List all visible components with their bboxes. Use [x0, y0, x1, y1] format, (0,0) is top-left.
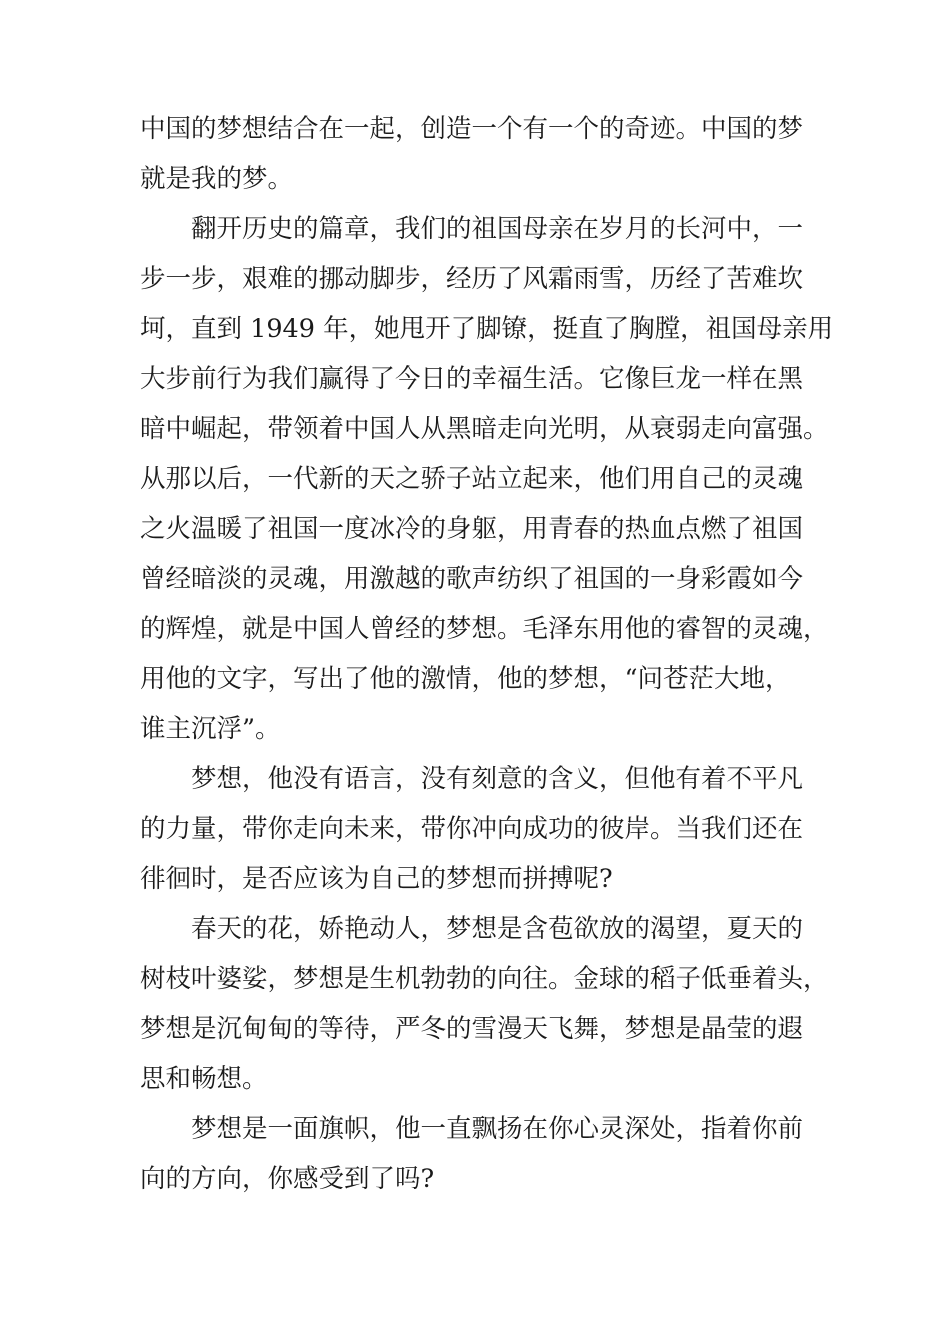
text-line: 春天的花，娇艳动人，梦想是含苞欲放的渴望，夏天的: [140, 914, 804, 944]
text-line: 中国的梦想结合在一起，创造一个有一个的奇迹。中国的梦: [140, 114, 804, 144]
text-line: 梦想是沉甸甸的等待，严冬的雪漫天飞舞，梦想是晶莹的遐: [140, 1014, 804, 1044]
paragraph-2: [140, 204, 840, 754]
text-line: 梦想是一面旗帜，他一直飘扬在你心灵深处，指着你前: [140, 1114, 804, 1144]
text-line: 谁主沉浮”。: [140, 714, 281, 744]
text-line: 思和畅想。: [140, 1064, 268, 1094]
text-line: 向的方向，你感受到了吗?: [140, 1164, 435, 1194]
text-line: 就是我的梦。: [140, 164, 294, 194]
text-line: 徘徊时，是否应该为自己的梦想而拼搏呢?: [140, 864, 613, 894]
text-line: 暗中崛起，带领着中国人从黑暗走向光明，从衰弱走向富强。: [140, 414, 829, 444]
text-line: 坷，直到 1949 年，她甩开了脚镣，挺直了胸膛，祖国母亲用: [140, 314, 834, 344]
text-line: 用他的文字，写出了他的激情，他的梦想，“问苍茫大地，: [140, 664, 791, 694]
text-line: 的辉煌，就是中国人曾经的梦想。毛泽东用他的睿智的灵魂，: [140, 614, 829, 644]
text-line: 树枝叶婆娑，梦想是生机勃勃的向往。金球的稻子低垂着头，: [140, 964, 829, 994]
paragraph-1: [140, 104, 840, 204]
text-line: 梦想，他没有语言，没有刻意的含义，但他有着不平凡: [140, 764, 804, 794]
text-line: 之火温暖了祖国一度冰冷的身躯，用青春的热血点燃了祖国: [140, 514, 804, 544]
paragraph-4: [140, 904, 840, 1104]
text-line: 大步前行为我们赢得了今日的幸福生活。它像巨龙一样在黑: [140, 364, 804, 394]
text-line: 步一步，艰难的挪动脚步，经历了风霜雨雪，历经了苦难坎: [140, 264, 804, 294]
essay-body: [140, 104, 840, 1204]
text-line: 曾经暗淡的灵魂，用激越的歌声纺织了祖国的一身彩霞如今: [140, 564, 804, 594]
paragraph-5: [140, 1104, 840, 1204]
paragraph-3: [140, 754, 840, 904]
text-line: 从那以后，一代新的天之骄子站立起来，他们用自己的灵魂: [140, 464, 804, 494]
text-line: 的力量，带你走向未来，带你冲向成功的彼岸。当我们还在: [140, 814, 804, 844]
text-line: 翻开历史的篇章，我们的祖国母亲在岁月的长河中，一: [140, 214, 804, 244]
